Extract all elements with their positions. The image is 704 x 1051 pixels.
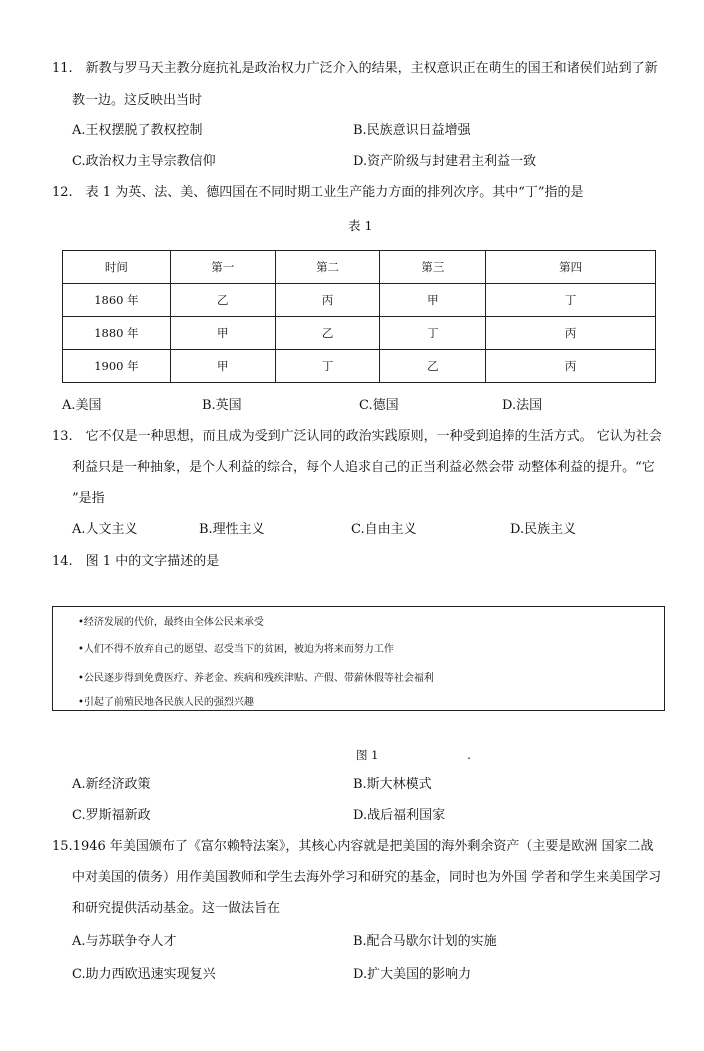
- q12-option-b: B.英国: [202, 398, 242, 413]
- table-header-cell: 第四: [486, 251, 656, 284]
- figure-line: •经济发展的代价，最终由全体公民来承受: [78, 617, 264, 628]
- table-cell: 乙: [275, 317, 380, 350]
- table-cell: 丁: [380, 317, 486, 350]
- q14-option-d: D.战后福利国家: [353, 808, 446, 823]
- q11-option-c: C.政治权力主导宗教信仰: [72, 154, 216, 169]
- table-cell: 丙: [486, 350, 656, 383]
- table-row: [63, 350, 656, 383]
- table-caption: 表 1: [348, 218, 373, 233]
- figure-caption-dot: .: [467, 747, 471, 762]
- table-cell: 甲: [380, 284, 486, 317]
- q11-stem-line1: 11. 新教与罗马天主教分庭抗礼是政治权力广泛介入的结果，主权意识正在萌生的国王和诸侯们站到了新: [52, 61, 658, 76]
- table-cell: 丙: [275, 284, 380, 317]
- table-cell: 丙: [486, 317, 656, 350]
- ranking-table: [62, 250, 656, 383]
- q14-stem-line1: 14. 图 1 中的文字描述的是: [52, 554, 220, 569]
- q12-stem-line1: 12. 表 1 为英、法、美、德四国在不同时期工业生产能力方面的排列次序。其中“丁”指的是: [52, 185, 584, 200]
- q13-stem-line1: 13. 它不仅是一种思想，而且成为受到广泛认同的政治实践原则，一种受到追捧的生活方式。 它认为社会: [52, 429, 662, 444]
- figure-line: •人们不得不放弃自己的愿望、忍受当下的贫困，被迫为将来而努力工作: [78, 644, 394, 655]
- q12-option-c: C.德国: [359, 398, 399, 413]
- q15-stem-line2: 中对美国的债务）用作美国教师和学生去海外学习和研究的基金，同时也为外国 学者和学生来美国学习: [72, 870, 662, 885]
- q13-option-a: A.人文主义: [72, 522, 138, 537]
- q13-stem-line3: ”是指: [72, 491, 105, 506]
- q14-option-c: C.罗斯福新政: [72, 808, 151, 823]
- q15-stem-line1: 15.1946 年美国颁布了《富尔赖特法案》，其核心内容就是把美国的海外剩余资产（主要是欧洲 国家二战: [52, 839, 654, 854]
- q13-option-b: B.理性主义: [199, 522, 265, 537]
- table-cell: 丁: [275, 350, 380, 383]
- table-header-cell: 第一: [170, 251, 275, 284]
- table-header-cell: 时间: [63, 251, 171, 284]
- q12-option-d: D.法国: [502, 398, 543, 413]
- figure-line: •公民逐步得到免费医疗、养老金、疾病和残疾津贴、产假、带薪休假等社会福利: [78, 673, 434, 684]
- table-row: [63, 284, 656, 317]
- table-header-cell: 第二: [275, 251, 380, 284]
- figure-1-box: [52, 606, 665, 711]
- figure-caption: 图 1: [356, 748, 379, 762]
- table-cell: 甲: [170, 350, 275, 383]
- table-cell: 乙: [170, 284, 275, 317]
- q13-stem-line2: 利益只是一种抽象，是个人利益的综合，每个人追求自己的正当利益必然会带 动整体利益的提升。“它: [72, 460, 655, 475]
- q11-option-a: A.王权摆脱了教权控制: [72, 123, 203, 138]
- q15-stem-line3: 和研究提供活动基金。这一做法旨在: [72, 901, 281, 916]
- table-cell: 丁: [486, 284, 656, 317]
- table-cell: 乙: [380, 350, 486, 383]
- table-cell: 1860 年: [63, 284, 171, 317]
- q11-option-b: B.民族意识日益增强: [353, 123, 471, 138]
- table-cell: 1880 年: [63, 317, 171, 350]
- q15-option-d: D.扩大美国的影响力: [353, 967, 472, 982]
- table-header-cell: 第三: [380, 251, 486, 284]
- q15-option-c: C.助力西欧迅速实现复兴: [72, 967, 216, 982]
- q13-option-c: C.自由主义: [351, 522, 417, 537]
- table-cell: 甲: [170, 317, 275, 350]
- q15-option-b: B.配合马歇尔计划的实施: [353, 934, 497, 949]
- table-header-row: [63, 251, 656, 284]
- q11-option-d: D.资产阶级与封建君主利益一致: [353, 154, 537, 169]
- q11-stem-line2: 教一边。这反映出当时: [72, 93, 203, 108]
- table-cell: 1900 年: [63, 350, 171, 383]
- figure-line: •引起了前殖民地各民族人民的强烈兴趣: [78, 697, 254, 708]
- q15-option-a: A.与苏联争夺人才: [72, 934, 177, 949]
- q12-option-a: A.美国: [62, 398, 102, 413]
- q13-option-d: D.民族主义: [510, 522, 577, 537]
- q14-option-a: A.新经济政策: [72, 777, 151, 792]
- q14-option-b: B.斯大林模式: [353, 777, 432, 792]
- table-row: [63, 317, 656, 350]
